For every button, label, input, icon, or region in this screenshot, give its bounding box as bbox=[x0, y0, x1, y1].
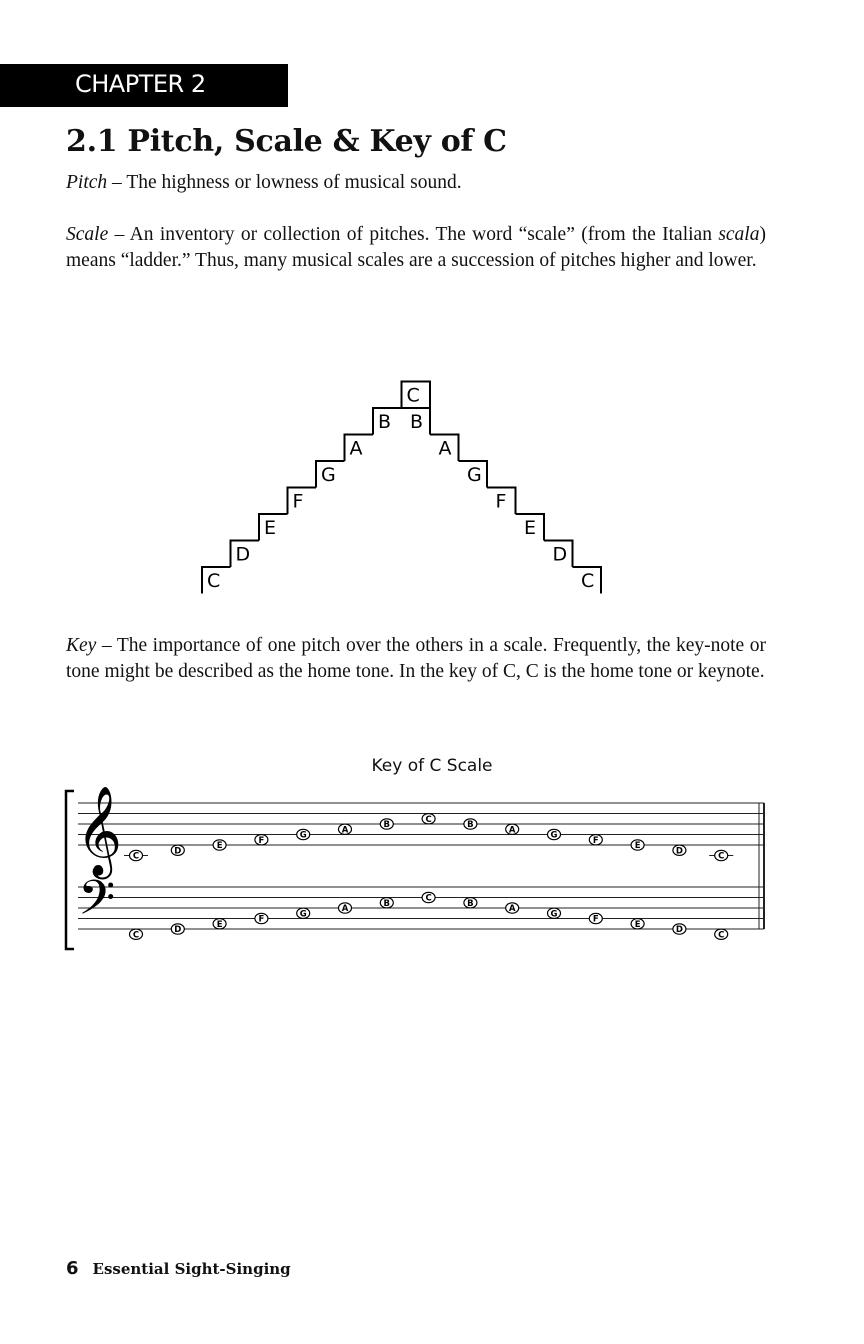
treble-note-label: E bbox=[216, 841, 223, 852]
key-of-c-staff bbox=[60, 775, 780, 960]
grand-staff-bracket bbox=[66, 791, 74, 949]
pitch-definition bbox=[66, 170, 766, 196]
bass-note-label: A bbox=[508, 904, 516, 915]
pitch-dash: – bbox=[107, 172, 127, 193]
treble-note-label: B bbox=[383, 820, 391, 831]
stair-note-descending: G bbox=[467, 464, 482, 486]
treble-note-label: C bbox=[718, 851, 725, 862]
bass-note-label: B bbox=[467, 898, 474, 909]
treble-note-label: E bbox=[634, 841, 641, 852]
section-title: 2.1 Pitch, Scale & Key of C bbox=[66, 124, 507, 159]
bass-note-label: A bbox=[341, 904, 349, 915]
stair-note-ascending: G bbox=[321, 464, 336, 486]
treble-note-label: D bbox=[174, 846, 182, 857]
stair-note-ascending: A bbox=[349, 437, 363, 460]
treble-note-label: D bbox=[675, 846, 683, 857]
treble-note-label: B bbox=[467, 820, 474, 831]
scale-term: Scale bbox=[66, 224, 109, 245]
bass-note-label: D bbox=[675, 925, 683, 936]
stair-note-descending: F bbox=[495, 490, 507, 513]
treble-note-label: C bbox=[132, 851, 140, 862]
treble-note-label: A bbox=[508, 825, 516, 836]
page-footer bbox=[66, 1258, 291, 1279]
treble-note-label: G bbox=[299, 830, 307, 841]
stair-note-ascending: C bbox=[406, 384, 420, 407]
bass-note-label: C bbox=[718, 930, 725, 941]
stair-note-ascending: D bbox=[235, 543, 251, 566]
chapter-banner bbox=[0, 64, 288, 107]
treble-note-label: F bbox=[592, 835, 599, 846]
page-number: 6 bbox=[66, 1258, 79, 1279]
stair-note-descending: B bbox=[410, 411, 424, 433]
book-title: Essential Sight-Singing bbox=[92, 1260, 291, 1278]
scale-staircase-diagram bbox=[190, 340, 640, 592]
stair-note-ascending: B bbox=[378, 411, 392, 433]
stair-note-descending: E bbox=[524, 517, 537, 539]
stair-note-descending: A bbox=[438, 437, 452, 460]
bass-note-label: E bbox=[216, 919, 223, 930]
key-text: The importance of one pitch over the others in a scale. Frequently, the key-note or tone might be described as the home tone. In the key of C, C is the home tone or keynote. bbox=[66, 635, 766, 682]
stair-note-ascending: C bbox=[207, 570, 221, 592]
key-term: Key bbox=[66, 635, 97, 656]
stair-note-descending: D bbox=[552, 543, 568, 566]
scale-italic-word: scala bbox=[718, 224, 760, 245]
stair-note-descending: C bbox=[581, 570, 595, 592]
bass-note-label: F bbox=[592, 914, 599, 925]
scale-dash: – bbox=[108, 224, 130, 245]
pitch-text: The highness or lowness of musical sound. bbox=[126, 172, 462, 193]
bass-note-label: D bbox=[174, 925, 182, 936]
treble-note-label: F bbox=[258, 835, 265, 846]
stair-note-ascending: E bbox=[264, 517, 277, 539]
staff-title: Key of C Scale bbox=[371, 756, 493, 776]
bass-note-label: B bbox=[383, 898, 391, 909]
bass-note-label: E bbox=[634, 919, 641, 930]
treble-note-label: G bbox=[550, 830, 558, 841]
stair-note-ascending: F bbox=[292, 490, 304, 513]
bass-clef-icon: 𝄢 bbox=[78, 869, 116, 938]
treble-clef-icon: 𝄞 bbox=[76, 786, 123, 876]
chapter-label: CHAPTER 2 bbox=[75, 70, 206, 98]
treble-note-label: A bbox=[341, 825, 349, 836]
pitch-term: Pitch bbox=[66, 172, 108, 193]
key-definition bbox=[66, 633, 766, 685]
scale-text-b: ) means “ladder.” Thus, many musical scales are a succession of pitches higher and lower. bbox=[66, 224, 766, 271]
bass-note-label: C bbox=[425, 893, 432, 904]
treble-note-label: C bbox=[425, 814, 432, 825]
scale-text-a: An inventory or collection of pitches. The word “scale” (from the Italian bbox=[129, 224, 719, 245]
bass-note-label: F bbox=[258, 914, 265, 925]
bass-note-label: G bbox=[550, 909, 558, 920]
key-dash: – bbox=[96, 635, 117, 656]
bass-note-label: C bbox=[132, 930, 140, 941]
bass-note-label: G bbox=[299, 909, 307, 920]
scale-definition bbox=[66, 222, 766, 274]
